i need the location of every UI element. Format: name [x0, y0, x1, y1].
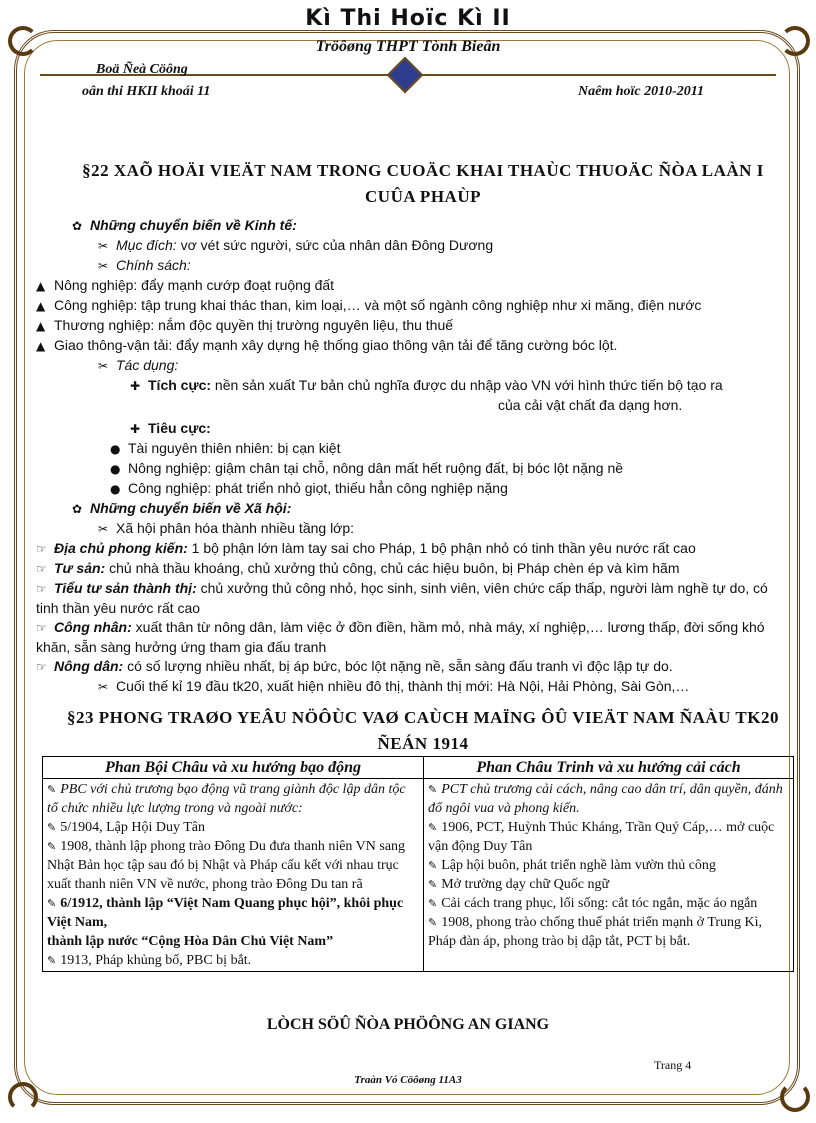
table-list-item: [47, 780, 419, 818]
class-label: Tiểu tư sản thành thị:: [54, 580, 197, 596]
table-list-item: [428, 856, 789, 875]
pbc-item-text: 5/1904, Lập Hội Duy Tân: [60, 820, 205, 835]
pct-item-text: 1906, PCT, Huỳnh Thúc Kháng, Trần Quý Cáp,… mở cuộc vận động Duy Tân: [428, 820, 775, 854]
tick-bullet-icon: ✎: [428, 897, 438, 910]
pct-cell: [424, 779, 794, 972]
policy-item: [36, 276, 788, 296]
tick-bullet-icon: ✎: [428, 859, 438, 872]
doc-type: Boä Ñeà Cöông: [96, 62, 188, 77]
section-22-title: §22 XAÕ HOÄI VIEÄT NAM TRONG CUOÄC KHAI THAÙC THUOÄC ÑÒA LAÀN I CUÛA PHAÙP: [82, 161, 764, 206]
tick-bullet-icon: ✎: [428, 783, 438, 796]
policy-item: [36, 296, 788, 316]
policy-text: Nông nghiệp: đẩy mạnh cướp đoạt ruộng đất: [54, 277, 335, 293]
arrow-bullet-icon: ▲: [36, 339, 46, 353]
comparison-table: [42, 756, 794, 972]
class-text: 1 bộ phận lớn làm tay sai cho Pháp, 1 bộ phận nhỏ có tinh thần yêu nước rất cao: [187, 540, 696, 556]
class-label: Tư sản:: [54, 560, 106, 576]
policy-label: Chính sách:: [116, 257, 191, 273]
class-text: xuất thân từ nông dân, làm việc ở đồn điền, hầm mỏ, nhà máy, xí nghiệp,… lương thấp, đời sống khó khăn, sẵn sàng hưởng ứng tham gia đấu tranh: [36, 619, 765, 655]
pct-item-text: Cải cách trang phục, lối sống: cắt tóc ngắn, mặc áo ngắn: [441, 896, 758, 911]
negative-item: [58, 479, 788, 499]
pointing-hand-icon: ☞: [36, 562, 47, 576]
positive-text-cont: của cải vật chất đa dạng hơn.: [498, 397, 683, 413]
table-list-item: [428, 913, 789, 951]
plus-icon: ✚: [130, 422, 141, 436]
negative-text: Công nghiệp: phát triển nhỏ giọt, thiếu hẳn công nghiệp nặng: [128, 480, 508, 496]
pbc-item-text: 6/1912, thành lập “Việt Nam Quang phục hội”, khôi phục Việt Nam,: [47, 896, 404, 930]
author-signature: Traàn Vó Cöôøng 11A3: [354, 1074, 462, 1086]
table-list-item: [428, 780, 789, 818]
class-item: [36, 539, 788, 559]
exam-title: Kì Thi Hoïc Kì II: [305, 6, 511, 31]
economy-heading-row: [58, 216, 788, 236]
scissors-icon: ✂: [98, 522, 109, 536]
purpose-label: Mục đích:: [116, 237, 177, 253]
pointing-hand-icon: ☞: [36, 582, 47, 596]
tick-bullet-icon: ✎: [47, 897, 57, 910]
positive-text: nền sản xuất Tư bản chủ nghĩa được du nhập vào VN với hình thức tiến bộ tạo ra: [211, 377, 723, 393]
class-item: [36, 559, 788, 579]
effect-row: [58, 356, 788, 376]
pointing-hand-icon: ☞: [36, 660, 47, 674]
pct-item-text: Mở trường dạy chữ Quốc ngữ: [441, 877, 610, 892]
pbc-item-text: 1908, thành lập phong trào Đông Du đưa thanh niên VN sang Nhật Bản học tập sau đó bị Nhật và Pháp cấu kết với nhau trục xuất thanh niên VN về nước, phong trào Đông Du tan rã: [47, 839, 406, 892]
table-list-item: [47, 951, 419, 970]
scissors-icon: ✂: [98, 680, 109, 694]
pbc-item-text: 1913, Pháp khủng bố, PBC bị bắt.: [60, 953, 252, 968]
scissors-icon: ✂: [98, 359, 109, 373]
drop-bullet-icon: ●: [110, 442, 121, 456]
policy-text: Thương nghiệp: nắm độc quyền thị trường nguyên liệu, thu thuế: [54, 317, 454, 333]
negative-text: Tài nguyên thiên nhiên: bị cạn kiệt: [128, 440, 341, 456]
pbc-cell: [43, 779, 424, 972]
arrow-bullet-icon: ▲: [36, 279, 46, 293]
positive-row: [58, 376, 788, 396]
policy-text: Công nghiệp: tập trung khai thác than, kim loại,… và một số ngành công nghiệp như xi măng, điện nước: [54, 297, 702, 313]
arrow-bullet-icon: ▲: [36, 319, 46, 333]
table-list-item: [47, 818, 419, 837]
school-name: Tröôøng THPT Tònh Bieân: [315, 38, 501, 55]
class-label: Địa chủ phong kiến:: [54, 540, 188, 556]
scissors-icon: ✂: [98, 239, 109, 253]
negative-item: [58, 439, 788, 459]
positive-label: Tích cực:: [148, 377, 212, 393]
negative-label: Tiêu cực:: [148, 420, 211, 436]
policy-row: [58, 256, 788, 276]
table-list-item: thành lập nước “Cộng Hòa Dân Chủ Việt Nam”: [47, 934, 334, 949]
policy-item: [36, 336, 788, 356]
class-label: Công nhân:: [54, 619, 132, 635]
flower-bullet-icon: ✿: [72, 502, 83, 516]
economy-heading: Những chuyển biến về Kinh tế:: [90, 217, 297, 233]
table-header-row: [43, 757, 794, 779]
purpose-text: vơ vét sức người, sức của nhân dân Đông Dương: [176, 237, 494, 253]
pct-item-text: PCT chủ trương cải cách, nâng cao dân trí, dân quyền, đánh đổ ngôi vua và phong kiến.: [428, 782, 783, 816]
col-header-pbc: Phan Bội Châu và xu hướng bạo động: [43, 757, 424, 779]
scissors-icon: ✂: [98, 259, 109, 273]
table-list-item: [47, 837, 419, 894]
pct-item-text: 1908, phong trào chống thuế phát triển mạnh ở Trung Kì, Pháp đàn áp, phong trào bị dập tắt, PCT bị bắt.: [428, 915, 763, 949]
purpose-row: [58, 236, 788, 256]
policy-item: [36, 316, 788, 336]
footer-title: LÒCH SÖÛ ÑÒA PHÖÔNG AN GIANG: [266, 1016, 550, 1033]
table-list-item: [428, 818, 789, 856]
policy-text: Giao thông-vận tải: đẩy mạnh xây dựng hệ thống giao thông vận tải để tăng cường bóc lột.: [54, 337, 618, 353]
class-item: [36, 579, 788, 618]
drop-bullet-icon: ●: [110, 482, 121, 496]
negative-row: [58, 419, 788, 439]
doc-subtitle: oân thi HKII khoái 11: [82, 84, 211, 99]
class-text: chủ xưởng thủ công nhỏ, học sinh, sinh viên, viên chức cấp thấp, người làm nghề tự do, có tinh thần yêu nước rất cao: [36, 580, 768, 616]
society-heading: Những chuyển biến về Xã hội:: [90, 500, 292, 516]
society-intro-row: [58, 519, 788, 539]
table-list-item: [428, 894, 789, 913]
corner-scroll-icon: [780, 1082, 810, 1112]
drop-bullet-icon: ●: [110, 462, 121, 476]
tick-bullet-icon: ✎: [428, 878, 438, 891]
negative-text: Nông nghiệp: giậm chân tại chỗ, nông dân mất hết ruộng đất, bị bóc lột nặng nề: [128, 460, 624, 476]
main-content: [36, 158, 788, 757]
table-row: [43, 779, 794, 972]
society-intro: Xã hội phân hóa thành nhiều tầng lớp:: [116, 520, 355, 536]
negative-item: [58, 459, 788, 479]
flower-bullet-icon: ✿: [72, 219, 83, 233]
arrow-bullet-icon: ▲: [36, 299, 46, 313]
corner-scroll-icon: [8, 1082, 38, 1112]
pbc-item-text: PBC với chủ trương bạo động vũ trang giành độc lập dân tộc tổ chức nhiều lực lượng trong và ngoài nước:: [47, 782, 406, 816]
tick-bullet-icon: ✎: [47, 783, 57, 796]
section-23-title: §23 PHONG TRAØO YEÂU NÖÔÙC VAØ CAÙCH MAÏNG ÔÛ VIEÄT NAM ÑAÀU TK20 ÑEÁN 1914: [67, 708, 779, 753]
class-item: [36, 618, 788, 657]
closing-text: Cuối thế kỉ 19 đầu tk20, xuất hiện nhiều đô thị, thành thị mới: Hà Nội, Hải Phòng, Sài Gòn,…: [116, 678, 690, 694]
class-item: [36, 657, 788, 677]
class-text: chủ nhà thầu khoáng, chủ xưởng thủ công, chủ các hiệu buôn, bị Pháp chèn ép và kìm hãm: [105, 560, 680, 576]
tick-bullet-icon: ✎: [47, 840, 57, 853]
col-header-pct: Phan Châu Trinh và xu hướng cải cách: [424, 757, 794, 779]
class-text: có số lượng nhiều nhất, bị áp bức, bóc lột nặng nề, sẵn sàng đấu tranh vì độc lập tự do.: [123, 658, 673, 674]
tick-bullet-icon: ✎: [428, 821, 438, 834]
class-label: Nông dân:: [54, 658, 124, 674]
pointing-hand-icon: ☞: [36, 542, 47, 556]
school-year: Naêm hoïc 2010-2011: [578, 84, 704, 99]
pointing-hand-icon: ☞: [36, 621, 47, 635]
table-list-item: [428, 875, 789, 894]
table-list-item: [47, 894, 419, 932]
tick-bullet-icon: ✎: [428, 916, 438, 929]
tick-bullet-icon: ✎: [47, 954, 57, 967]
society-heading-row: [58, 499, 788, 519]
plus-icon: ✚: [130, 379, 141, 393]
closing-row: [58, 677, 788, 697]
effect-label: Tác dụng:: [116, 357, 179, 373]
tick-bullet-icon: ✎: [47, 821, 57, 834]
page-number: Trang 4: [654, 1058, 692, 1072]
pct-item-text: Lập hội buôn, phát triển nghề làm vườn thủ công: [441, 858, 716, 873]
